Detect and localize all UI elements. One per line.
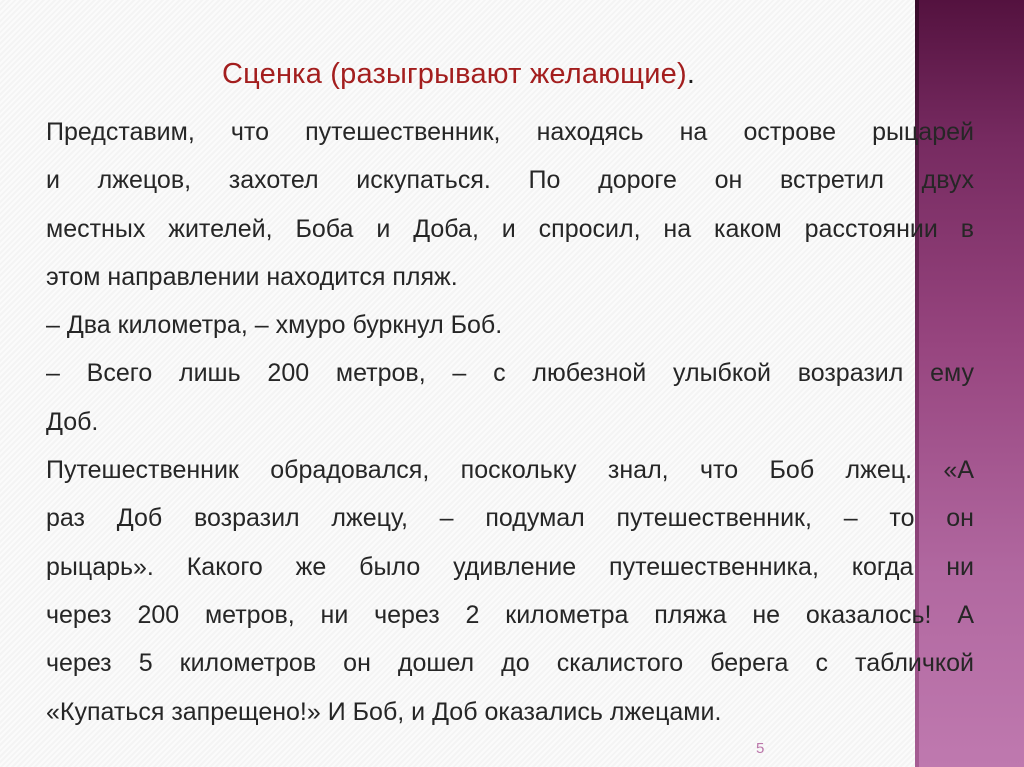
body-line: Представим, что путешественник, находясь на острове рыцарей	[46, 118, 974, 146]
body-line: Путешественник обрадовался, поскольку знал, что Боб лжец. «А	[46, 456, 974, 485]
body-line: раз Доб возразил лжецу, – подумал путешественник, – то он	[46, 504, 974, 533]
slide-title	[222, 58, 695, 91]
body-line: местных жителей, Боба и Доба, и спросил, на каком расстоянии в	[46, 214, 974, 243]
body-line: и лжецов, захотел искупаться. По дороге он встретил двух	[46, 166, 974, 195]
body-line: – Два километра, – хмуро буркнул Боб.	[46, 311, 503, 340]
body-line: – Всего лишь 200 метров, – с любезной улыбкой возразил ему	[46, 359, 974, 388]
body-line: «Купаться запрещено!» И Боб, и Доб оказались лжецами.	[46, 697, 722, 726]
body-line: через 5 километров он дошел до скалистого берега с табличкой	[46, 649, 974, 678]
page-number: 5	[756, 740, 765, 757]
slide-body-text	[46, 108, 974, 736]
body-line: через 200 метров, ни через 2 километра пляжа не оказалось! А	[46, 600, 974, 629]
body-line: рыцарь». Какого же было удивление путешественника, когда ни	[46, 552, 974, 581]
body-line: этом направлении находится пляж.	[46, 262, 458, 291]
body-line: Доб.	[46, 407, 99, 436]
slide-title-text: Сценка (разыгрывают желающие)	[222, 58, 687, 90]
slide-title-period: .	[686, 58, 696, 90]
